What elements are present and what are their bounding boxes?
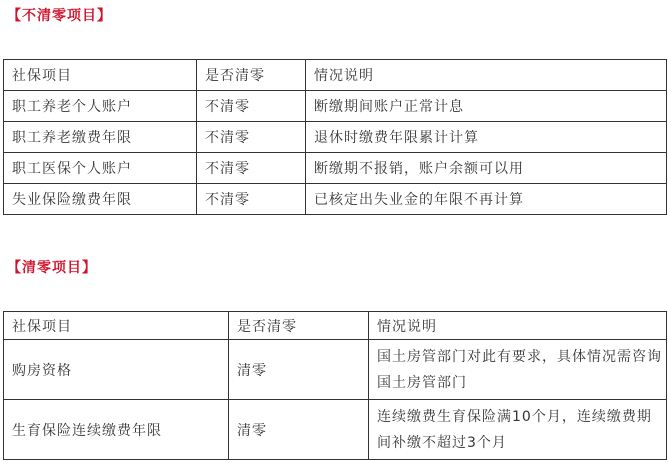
table-cell: 已核定出失业金的年限不再计算 — [306, 184, 667, 215]
table-cell: 失业保险缴费年限 — [4, 184, 197, 215]
table-row — [4, 184, 667, 215]
table-cell: 断缴期不报销，账户余额可以用 — [306, 153, 667, 184]
table-cell: 不清零 — [197, 122, 306, 153]
table-cell: 生育保险连续缴费年限 — [4, 400, 229, 460]
cleared-table — [3, 311, 667, 460]
header-cell: 情况说明 — [306, 60, 667, 91]
table-row — [4, 400, 667, 460]
table-cell: 职工养老缴费年限 — [4, 122, 197, 153]
table-cell: 不清零 — [197, 184, 306, 215]
table-header-row — [4, 60, 667, 91]
table-header-row — [4, 312, 667, 340]
section-title-cleared: 【清零项目】 — [7, 260, 97, 276]
table-cell: 连续缴费生育保险满10个月，连续缴费期间补缴不超过3个月 — [369, 400, 667, 460]
not-cleared-table — [3, 59, 667, 215]
table-row — [4, 122, 667, 153]
header-cell: 社保项目 — [4, 60, 197, 91]
table-cell: 职工养老个人账户 — [4, 91, 197, 122]
header-cell: 情况说明 — [369, 312, 667, 340]
table-cell: 断缴期间账户正常计息 — [306, 91, 667, 122]
table-cell: 购房资格 — [4, 340, 229, 400]
table-cell: 不清零 — [197, 153, 306, 184]
header-cell: 社保项目 — [4, 312, 229, 340]
table-cell: 清零 — [229, 340, 369, 400]
table-cell: 清零 — [229, 400, 369, 460]
header-cell: 是否清零 — [197, 60, 306, 91]
table-row — [4, 340, 667, 400]
section-title-not-cleared: 【不清零项目】 — [7, 8, 112, 24]
table-cell: 国土房管部门对此有要求，具体情况需咨询国土房管部门 — [369, 340, 667, 400]
header-cell: 是否清零 — [229, 312, 369, 340]
table-row — [4, 153, 667, 184]
table-cell: 职工医保个人账户 — [4, 153, 197, 184]
table-cell: 退休时缴费年限累计计算 — [306, 122, 667, 153]
table-row — [4, 91, 667, 122]
table-cell: 不清零 — [197, 91, 306, 122]
